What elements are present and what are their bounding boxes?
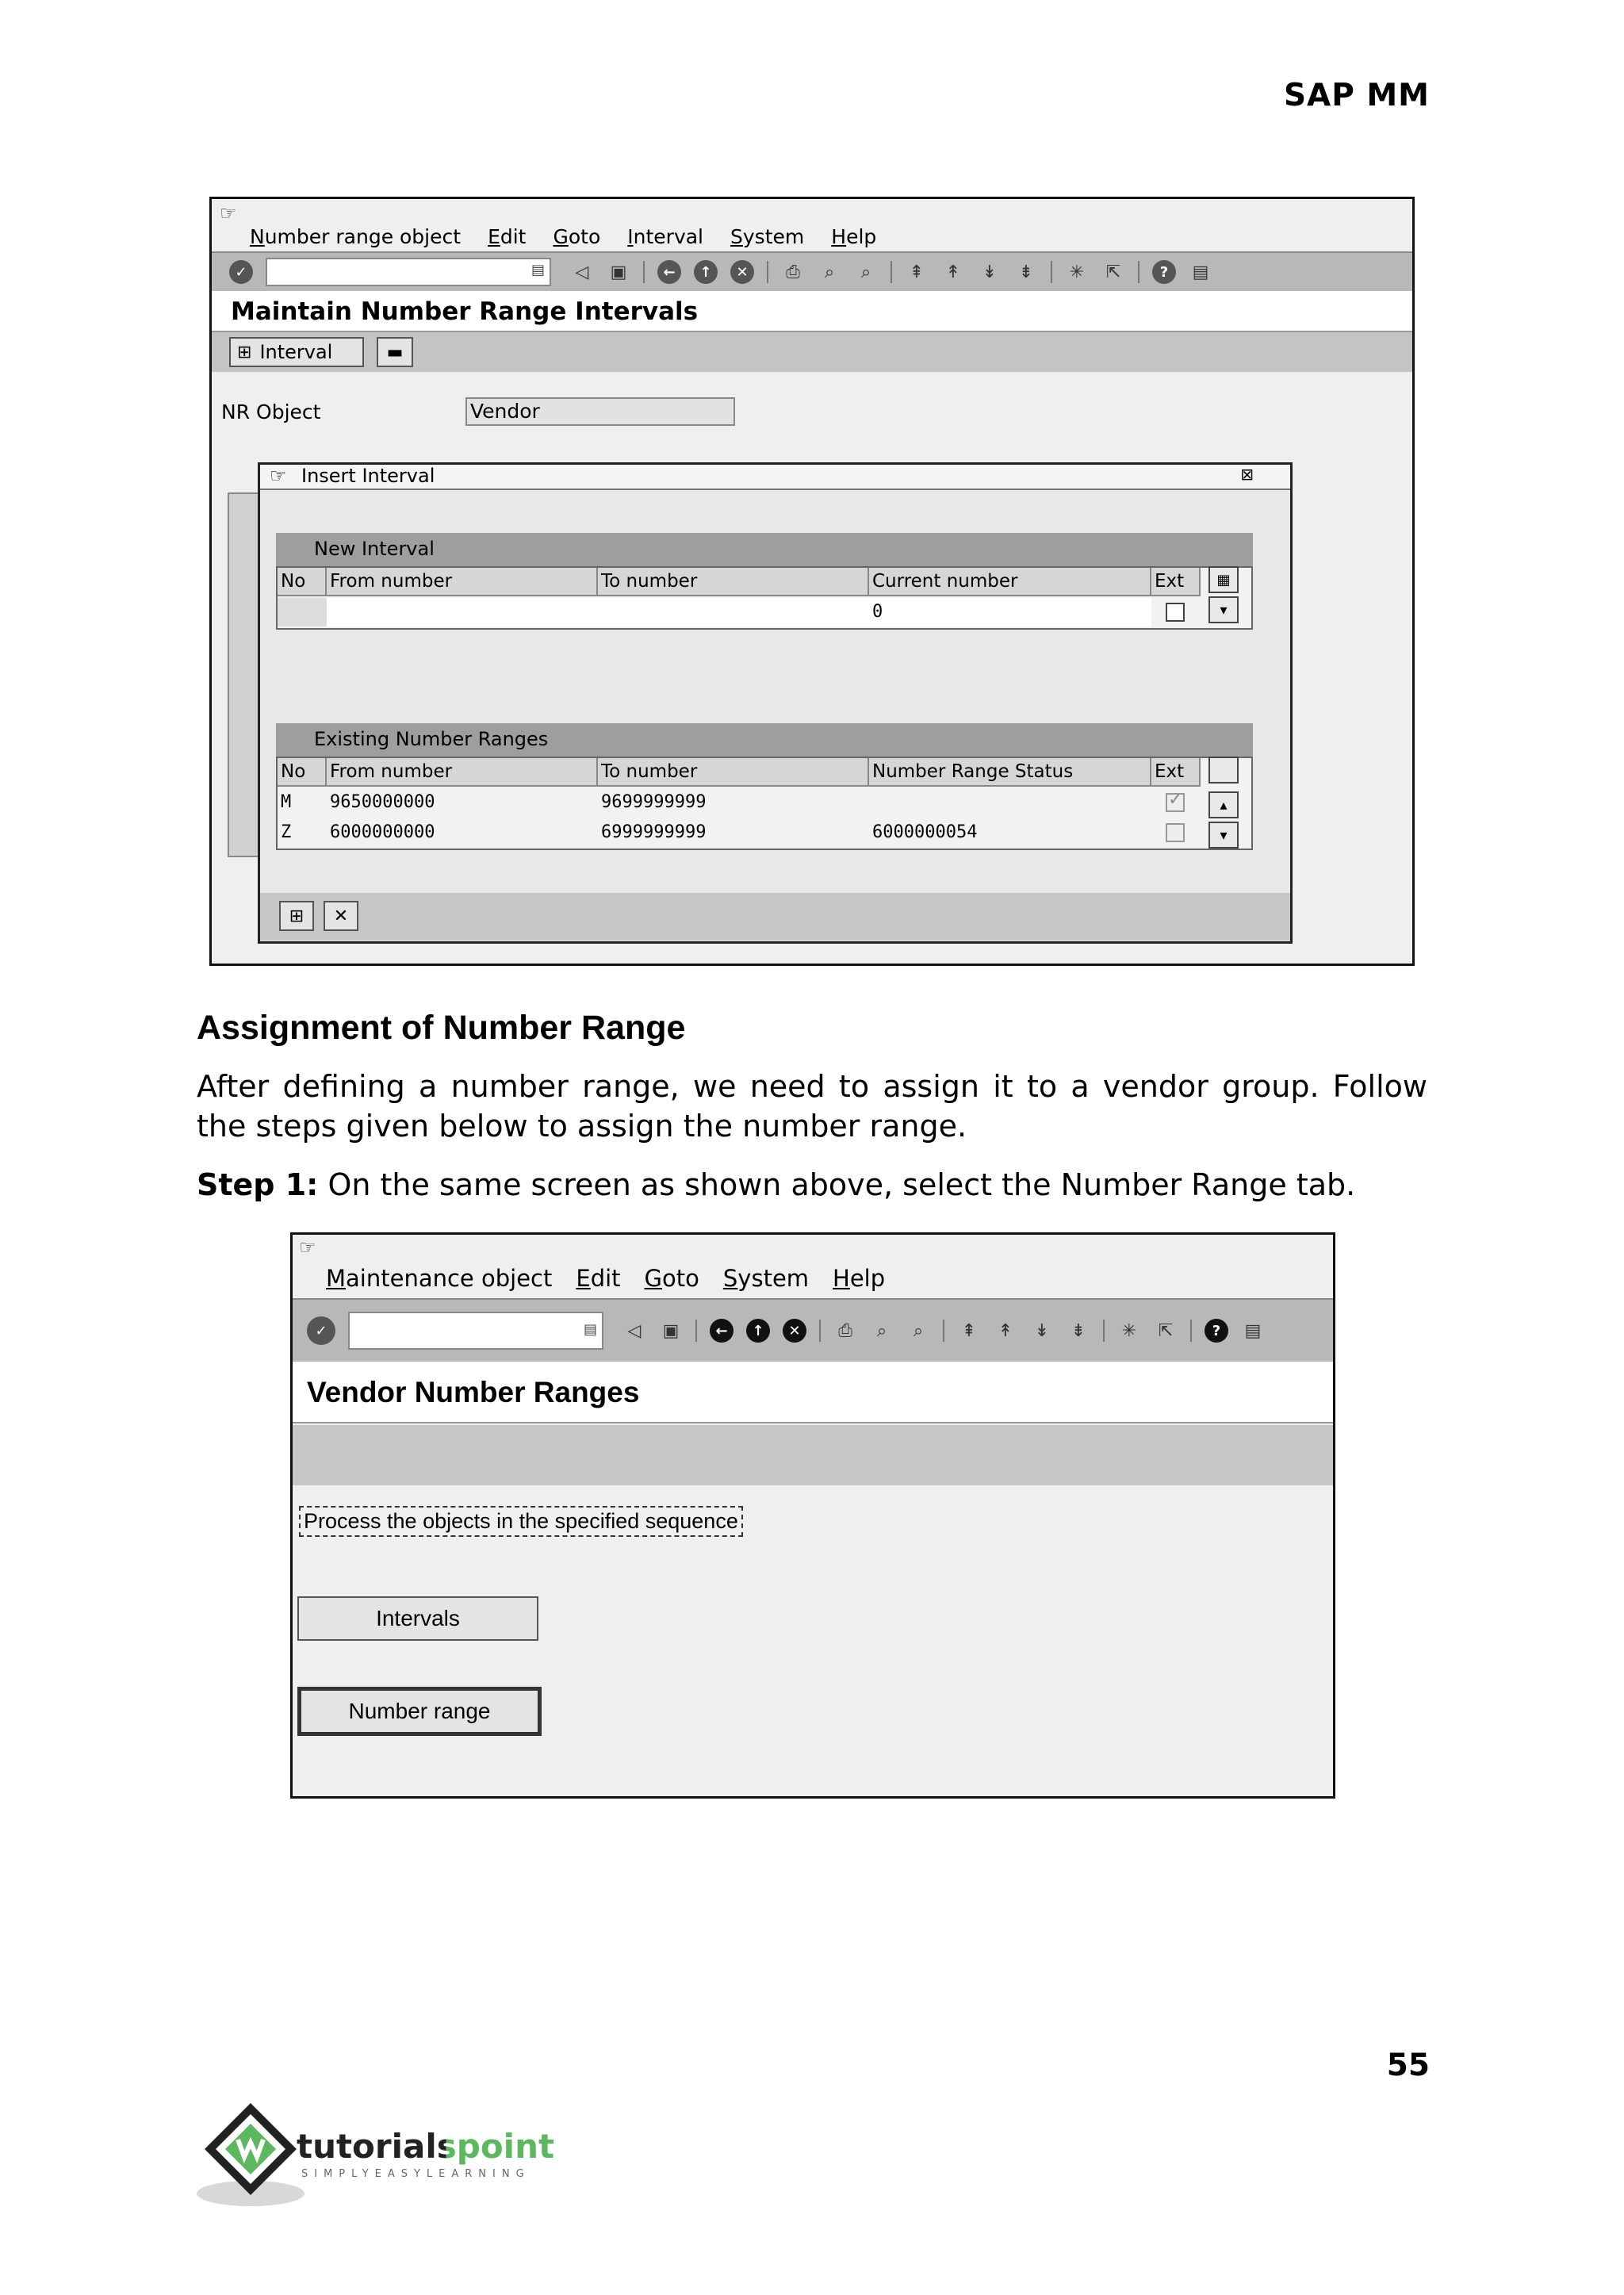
back-icon[interactable]: ← (710, 1319, 733, 1343)
dialog-menu-icon[interactable]: ☞ (270, 465, 287, 487)
logo-tagline: SIMPLYEASYLEARNING (301, 2168, 530, 2180)
nr-object-label: NR Object (221, 400, 321, 423)
row-z-from: 6000000000 (330, 822, 435, 842)
row-m-ext-checkbox (1166, 793, 1185, 812)
insert-interval-dialog (258, 462, 1293, 944)
system-menu-icon[interactable]: ☞ (299, 1236, 316, 1259)
col-no: No (278, 568, 327, 596)
toolbar-separator (1190, 1320, 1192, 1342)
col-to-number: To number (598, 758, 869, 787)
command-field[interactable] (266, 258, 551, 286)
back-triangle-icon[interactable]: ◁ (575, 262, 589, 282)
row-m-status (869, 788, 1151, 817)
menu-maintenance-object[interactable]: Maintenance object (326, 1265, 553, 1292)
toolbar-separator (1051, 261, 1052, 283)
menu-goto[interactable]: Goto (644, 1265, 699, 1292)
menu-goto[interactable]: Goto (553, 225, 601, 248)
screenshot-vendor-number-ranges (290, 1232, 1335, 1799)
menu-interval[interactable]: Interval (627, 225, 704, 248)
screen-title: Maintain Number Range Intervals (212, 291, 1412, 332)
row-m-from: 9650000000 (330, 792, 435, 812)
insert-confirm-button[interactable] (279, 901, 314, 931)
step-text: On the same screen as shown above, select the Number Range tab. (318, 1167, 1356, 1202)
shortcut-icon[interactable]: ⇱ (1105, 262, 1121, 282)
col-no: No (278, 758, 327, 787)
print-icon[interactable]: ⎙ (786, 262, 800, 282)
col-to-number: To number (598, 568, 869, 596)
close-icon[interactable]: ⊠ (1240, 465, 1254, 484)
menu-bar (212, 221, 1412, 248)
col-number-range-status: Number Range Status (869, 758, 1151, 787)
first-page-icon[interactable]: ⇞ (961, 1320, 977, 1341)
toolbar-separator (943, 1320, 944, 1342)
find-next-icon[interactable]: ⌕ (913, 1320, 924, 1341)
next-page-icon[interactable]: ↡ (982, 262, 998, 282)
column-config-icon[interactable] (1208, 757, 1239, 784)
find-next-icon[interactable]: ⌕ (860, 262, 871, 282)
new-ext-checkbox[interactable] (1166, 603, 1185, 622)
toolbar-separator (819, 1320, 821, 1342)
new-interval-grid (276, 566, 1253, 630)
next-page-icon[interactable]: ↡ (1034, 1320, 1050, 1341)
standard-toolbar (293, 1298, 1333, 1363)
insert-icon: ⊞ (289, 906, 304, 926)
dialog-title: Insert Interval (301, 465, 435, 487)
scroll-down-icon[interactable]: ▾ (1208, 822, 1239, 849)
command-field-dropdown-icon[interactable]: ▤ (530, 262, 545, 278)
cancel-button[interactable] (324, 901, 358, 931)
row-m-to: 9699999999 (601, 792, 707, 812)
insert-interval-icon: ⊞ (237, 342, 252, 362)
cancel-icon[interactable]: ✕ (730, 260, 754, 284)
overview-icon: ▬ (386, 342, 404, 362)
interval-button[interactable] (229, 337, 364, 367)
first-page-icon[interactable]: ⇞ (909, 262, 925, 282)
menu-system[interactable]: System (730, 225, 805, 248)
row-m-no: M (281, 792, 292, 812)
layout-menu-icon[interactable]: ▤ (1192, 262, 1209, 282)
help-icon[interactable]: ? (1152, 260, 1176, 284)
new-to-number-input[interactable] (598, 598, 869, 626)
last-page-icon[interactable]: ⇟ (1071, 1320, 1086, 1341)
tutorialspoint-logo (195, 2100, 560, 2211)
column-config-icon[interactable]: ▦ (1208, 566, 1239, 593)
application-toolbar (212, 332, 1412, 372)
toolbar-separator (1103, 1320, 1105, 1342)
back-triangle-icon[interactable]: ◁ (627, 1320, 642, 1341)
system-menu-icon[interactable]: ☞ (220, 202, 237, 224)
intro-paragraph: After defining a number range, we need to assign it to a vendor group. Follow the steps given below to assign the number range. (197, 1069, 1427, 1144)
enter-icon[interactable]: ✓ (229, 260, 253, 284)
interval-button-label: Interval (259, 341, 333, 363)
new-from-number-input[interactable] (327, 598, 598, 626)
find-icon[interactable]: ⌕ (824, 262, 835, 282)
new-no-cell[interactable] (278, 598, 327, 626)
exit-icon[interactable]: ↑ (694, 260, 718, 284)
menu-edit[interactable]: Edit (576, 1265, 621, 1292)
new-interval-group-header: New Interval (276, 533, 1253, 566)
col-ext: Ext (1151, 568, 1201, 596)
screenshot-maintain-number-range (209, 197, 1415, 966)
print-icon[interactable]: ⎙ (838, 1320, 852, 1341)
page-number: 55 (1386, 2048, 1430, 2083)
overview-button[interactable] (377, 337, 413, 367)
save-icon[interactable]: ▣ (610, 262, 627, 282)
create-session-icon[interactable]: ✳ (1069, 262, 1085, 282)
enter-icon[interactable]: ✓ (307, 1316, 335, 1345)
shortcut-icon[interactable]: ⇱ (1158, 1320, 1174, 1341)
nr-object-field: Vendor (465, 397, 735, 426)
menu-help[interactable]: Help (833, 1265, 886, 1292)
toolbar-separator (695, 1320, 697, 1342)
toolbar-separator (1138, 261, 1139, 283)
menu-edit[interactable]: Edit (488, 225, 527, 248)
find-icon[interactable]: ⌕ (876, 1320, 887, 1341)
col-from-number: From number (327, 758, 598, 787)
toolbar-separator (643, 261, 645, 283)
col-current-number: Current number (869, 568, 1151, 596)
row-z-status: 6000000054 (872, 822, 978, 842)
logo-wordmark: tutorialspoint (297, 2127, 555, 2166)
application-toolbar (293, 1425, 1333, 1485)
row-z-ext-checkbox (1166, 823, 1185, 842)
scroll-down-icon[interactable]: ▾ (1208, 596, 1239, 623)
command-field-dropdown-icon[interactable]: ▤ (583, 1321, 597, 1338)
row-z-no: Z (281, 822, 292, 842)
previous-page-icon[interactable]: ↟ (945, 262, 961, 282)
new-current-number-input[interactable]: 0 (869, 598, 1151, 626)
last-page-icon[interactable]: ⇟ (1018, 262, 1034, 282)
back-icon[interactable]: ← (657, 260, 681, 284)
instruction-text: Process the objects in the specified sequence (299, 1506, 743, 1537)
menu-bar (293, 1260, 1333, 1292)
menu-system[interactable]: System (722, 1265, 810, 1292)
menu-number-range-object[interactable]: Number range object (250, 225, 462, 248)
previous-page-icon[interactable]: ↟ (998, 1320, 1013, 1341)
existing-ranges-grid (276, 757, 1253, 850)
menu-help[interactable]: Help (831, 225, 877, 248)
step-label: Step 1: (197, 1167, 319, 1202)
cancel-icon[interactable]: ✕ (783, 1319, 806, 1343)
command-field[interactable] (348, 1312, 603, 1350)
create-session-icon[interactable]: ✳ (1121, 1320, 1137, 1341)
col-from-number: From number (327, 568, 598, 596)
layout-menu-icon[interactable]: ▤ (1244, 1320, 1262, 1341)
background-list-stub (228, 492, 259, 857)
scroll-up-icon[interactable]: ▴ (1208, 791, 1239, 818)
step-1 (197, 1167, 1355, 1202)
section-heading: Assignment of Number Range (197, 1009, 686, 1047)
toolbar-separator (767, 261, 768, 283)
existing-ranges-group-header: Existing Number Ranges (276, 723, 1253, 757)
row-z-to: 6999999999 (601, 822, 707, 842)
screen-title: Vendor Number Ranges (293, 1362, 1333, 1423)
help-icon[interactable]: ? (1205, 1319, 1228, 1343)
standard-toolbar (212, 251, 1412, 293)
number-range-button[interactable]: Number range (297, 1687, 542, 1736)
exit-icon[interactable]: ↑ (746, 1319, 770, 1343)
save-icon[interactable]: ▣ (662, 1320, 680, 1341)
running-header: SAP MM (1283, 78, 1430, 113)
intervals-button[interactable]: Intervals (297, 1596, 538, 1641)
dialog-footer (260, 893, 1290, 941)
col-ext: Ext (1151, 758, 1201, 787)
dialog-title-bar (260, 465, 1290, 490)
cancel-x-icon: ✕ (333, 906, 349, 926)
toolbar-separator (891, 261, 892, 283)
